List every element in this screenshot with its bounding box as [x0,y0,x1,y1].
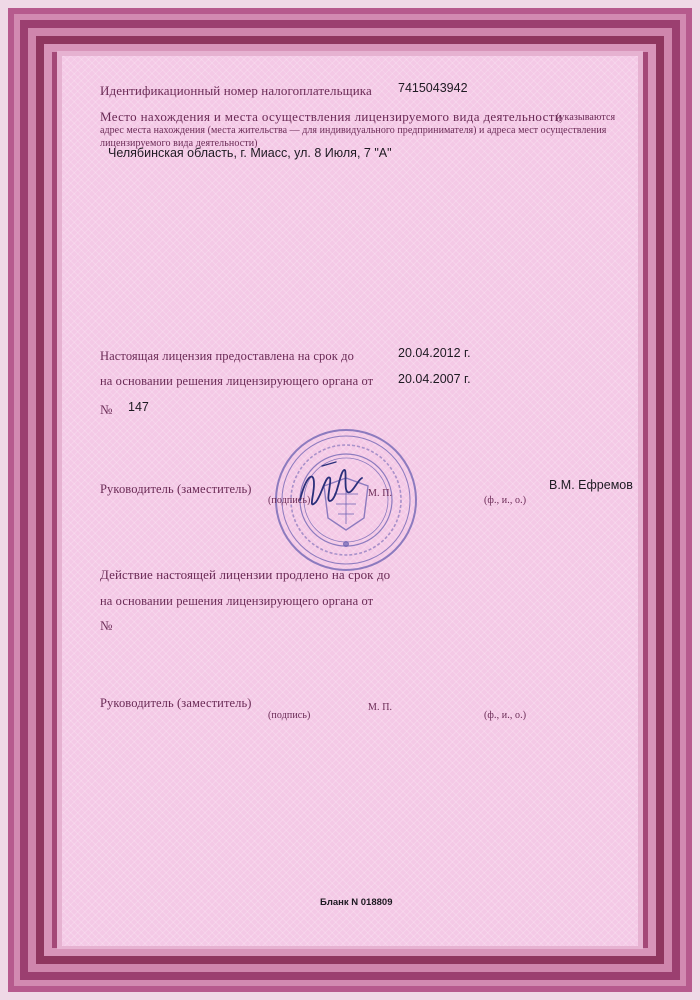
location-note-3: лицензируемого вида деятельности) [100,138,258,149]
extended-label: Действие настоящей лицензии продлено на срок до [100,567,391,582]
number-value: 147 [128,400,149,414]
head-name: В.М. Ефремов [549,478,633,492]
location-note-1: (указываются [556,112,616,123]
fio2-label: (ф., и., о.) [484,710,527,721]
term-label: Настоящая лицензия предоставлена на срок до [100,349,354,363]
head2-label: Руководитель (заместитель) [100,696,252,710]
inn-label: Идентификационный номер налогоплательщика [100,83,372,98]
handwritten-signature [292,456,372,518]
term-value: 20.04.2012 г. [398,346,471,360]
decision2-label: на основании решения лицензирующего органа от [100,594,374,608]
location-value: Челябинская область, г. Миасс, ул. 8 Июля, 7 "А" [108,146,392,160]
location-note-2: адрес места нахождения (места жительства — для индивидуального предпринимателя) и адреса мест осуществления [100,125,607,136]
blank-number: Бланк N 018809 [320,897,393,908]
signature-label: (подпись) [268,495,311,506]
number2-label: № [100,618,113,633]
fio-label: (ф., и., о.) [484,495,527,506]
number-label: № [100,402,113,417]
seal2-label: М. П. [368,702,393,713]
decision-value: 20.04.2007 г. [398,372,471,386]
signature2-label: (подпись) [268,710,311,721]
location-label: Место нахождения и места осуществления лицензируемого вида деятельности [100,109,563,124]
inn-value: 7415043942 [398,81,468,95]
decision-label: на основании решения лицензирующего органа от [100,374,374,388]
seal-label: М. П. [368,488,393,499]
head-label: Руководитель (заместитель) [100,482,252,496]
